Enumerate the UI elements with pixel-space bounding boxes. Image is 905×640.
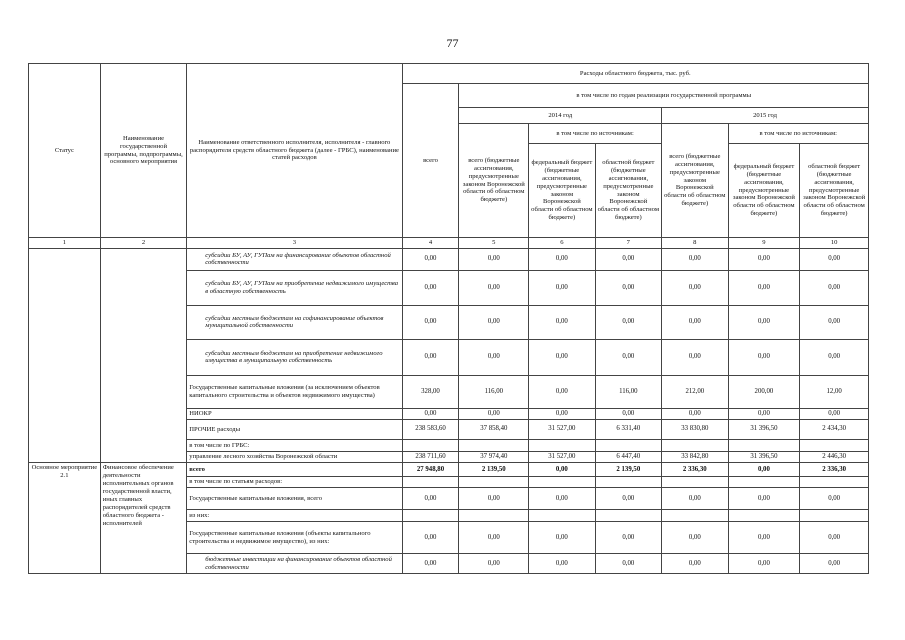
value-2015-total: 0,00: [662, 408, 728, 419]
column-number-row: [29, 238, 869, 249]
value-2014-total: 37 974,40: [459, 452, 529, 463]
value-2014-regional: [595, 440, 661, 452]
program-name-cell: Финансовое обеспечение деятельности исполнительных органов государственной власти, иных главных распорядителей средств областного бюджета - исполнителей: [100, 463, 187, 574]
value-total: 27 948,80: [402, 463, 459, 477]
value-2015-federal: [728, 510, 800, 522]
header-2014-by-sources: в том числе по источникам:: [529, 124, 662, 144]
row-label: Государственные капитальные вложения, всего: [187, 488, 402, 510]
value-2015-federal: 0,00: [728, 522, 800, 554]
column-number: 9: [728, 238, 800, 249]
value-2014-regional: 0,00: [595, 248, 661, 270]
value-total: 0,00: [402, 408, 459, 419]
row-label: субсидии БУ, АУ, ГУПам на приобретение недвижимого имущества в областную собственность: [187, 270, 402, 305]
value-2014-regional: 6 447,40: [595, 452, 661, 463]
value-2014-federal: 0,00: [529, 339, 595, 375]
table-row: [29, 463, 869, 477]
value-2015-total: [662, 440, 728, 452]
row-label: Государственные капитальные вложения (объекты капитального строительства и недвижимое имущество), из них:: [187, 522, 402, 554]
header-program-name: Наименование государственной программы, подпрограммы, основного мероприятия: [100, 64, 187, 238]
value-2014-total: 0,00: [459, 339, 529, 375]
value-2014-regional: 116,00: [595, 375, 661, 408]
value-2014-regional: 0,00: [595, 270, 661, 305]
value-2015-regional: 12,00: [800, 375, 869, 408]
value-2015-total: 0,00: [662, 554, 728, 574]
value-2015-regional: [800, 477, 869, 488]
row-label: субсидии местным бюджетам на приобретение недвижимого имущества в муниципальную собственность: [187, 339, 402, 375]
value-2014-federal: 0,00: [529, 305, 595, 339]
value-2015-total: 0,00: [662, 339, 728, 375]
header-2014-regional: областной бюджет (бюджетные ассигнования, предусмотренные законом Воронежской области об областном бюджете): [595, 144, 661, 238]
value-2014-total: 37 858,40: [459, 420, 529, 440]
column-number: 4: [402, 238, 459, 249]
column-number: 7: [595, 238, 661, 249]
value-2014-total: 0,00: [459, 488, 529, 510]
value-2015-federal: 0,00: [728, 339, 800, 375]
column-number: 5: [459, 238, 529, 249]
value-2015-federal: 0,00: [728, 488, 800, 510]
header-year-2015: 2015 год: [662, 108, 869, 124]
column-number: 3: [187, 238, 402, 249]
value-2014-federal: 0,00: [529, 270, 595, 305]
page-number: 77: [446, 36, 459, 50]
row-label: всего: [187, 463, 402, 477]
value-2014-total: 0,00: [459, 408, 529, 419]
value-2014-total: 0,00: [459, 270, 529, 305]
row-label: из них:: [187, 510, 402, 522]
value-2014-regional: 0,00: [595, 522, 661, 554]
value-2014-regional: 0,00: [595, 554, 661, 574]
value-2015-regional: 0,00: [800, 305, 869, 339]
value-2015-federal: [728, 440, 800, 452]
header-expenses-title: Расходы областного бюджета, тыс. руб.: [402, 64, 868, 84]
value-2014-federal: 0,00: [529, 375, 595, 408]
value-2014-total: [459, 440, 529, 452]
value-2015-federal: 0,00: [728, 248, 800, 270]
value-2014-total: 0,00: [459, 305, 529, 339]
value-2015-federal: [728, 477, 800, 488]
value-2014-regional: 0,00: [595, 305, 661, 339]
value-2014-total: 0,00: [459, 522, 529, 554]
value-2015-total: 0,00: [662, 522, 728, 554]
column-number: 1: [29, 238, 101, 249]
value-2014-federal: 31 527,00: [529, 420, 595, 440]
value-2015-regional: 0,00: [800, 339, 869, 375]
value-2014-federal: [529, 510, 595, 522]
value-2014-regional: 0,00: [595, 408, 661, 419]
value-2014-regional: [595, 477, 661, 488]
status-cell: [29, 248, 101, 462]
status-cell: Основное мероприятие 2.1: [29, 463, 101, 574]
value-2014-federal: 0,00: [529, 463, 595, 477]
value-total: 0,00: [402, 522, 459, 554]
value-2015-federal: 0,00: [728, 305, 800, 339]
value-2014-federal: 0,00: [529, 554, 595, 574]
row-label: в том числе по статьям расходов:: [187, 477, 402, 488]
header-2014-federal: федеральный бюджет (бюджетные ассигнования, предусмотренные законом Воронежской области об областном бюджете): [529, 144, 595, 238]
value-2014-total: [459, 477, 529, 488]
value-2015-federal: 0,00: [728, 554, 800, 574]
value-2015-total: 0,00: [662, 488, 728, 510]
value-total: 0,00: [402, 554, 459, 574]
value-total: 328,00: [402, 375, 459, 408]
value-2015-total: 0,00: [662, 305, 728, 339]
program-name-cell: [100, 248, 187, 462]
header-status: Статус: [29, 64, 101, 238]
value-2014-federal: 0,00: [529, 522, 595, 554]
value-total: 0,00: [402, 270, 459, 305]
value-total: [402, 440, 459, 452]
value-2015-regional: 2 336,30: [800, 463, 869, 477]
value-2015-federal: 0,00: [728, 408, 800, 419]
header-year-2014: 2014 год: [459, 108, 662, 124]
column-number: 8: [662, 238, 728, 249]
column-number: 6: [529, 238, 595, 249]
value-2015-total: 33 842,80: [662, 452, 728, 463]
value-2014-federal: 0,00: [529, 488, 595, 510]
value-2015-regional: 0,00: [800, 248, 869, 270]
value-2015-federal: 0,00: [728, 270, 800, 305]
header-total: всего: [402, 84, 459, 238]
header-2015-regional: областной бюджет (бюджетные ассигнования, предусмотренные законом Воронежской области об областном бюджете): [800, 144, 869, 238]
value-2014-regional: 0,00: [595, 339, 661, 375]
value-2015-federal: 31 396,50: [728, 452, 800, 463]
value-2014-regional: 2 139,50: [595, 463, 661, 477]
value-2015-total: 212,00: [662, 375, 728, 408]
header-2015-total: всего (бюджетные ассигнования, предусмотренные законом Воронежской области об областном бюджете): [662, 124, 728, 238]
row-label: ПРОЧИЕ расходы: [187, 420, 402, 440]
value-total: 0,00: [402, 248, 459, 270]
row-label: субсидии БУ, АУ, ГУПам на финансирование объектов областной собственности: [187, 248, 402, 270]
value-2014-federal: 31 527,00: [529, 452, 595, 463]
value-2015-total: [662, 477, 728, 488]
header-2015-by-sources: в том числе по источникам:: [728, 124, 868, 144]
value-2014-total: 0,00: [459, 248, 529, 270]
value-2014-total: 116,00: [459, 375, 529, 408]
value-2015-regional: [800, 440, 869, 452]
row-label: в том числе по ГРБС:: [187, 440, 402, 452]
row-label: управление лесного хозяйства Воронежской области: [187, 452, 402, 463]
row-label: субсидии местным бюджетам на софинансирование объектов муниципальной собственности: [187, 305, 402, 339]
header-years-subtitle: в том числе по годам реализации государственной программы: [459, 84, 869, 108]
value-2014-total: 2 139,50: [459, 463, 529, 477]
value-2015-federal: 200,00: [728, 375, 800, 408]
header-2014-total: всего (бюджетные ассигнования, предусмотренные законом Воронежской области об областном бюджете): [459, 124, 529, 238]
value-2015-regional: 2 446,30: [800, 452, 869, 463]
value-2015-federal: 31 396,50: [728, 420, 800, 440]
value-total: [402, 510, 459, 522]
value-total: 0,00: [402, 488, 459, 510]
value-2014-total: [459, 510, 529, 522]
value-2014-regional: 6 331,40: [595, 420, 661, 440]
value-2015-total: [662, 510, 728, 522]
column-number: 2: [100, 238, 187, 249]
value-2015-federal: 0,00: [728, 463, 800, 477]
value-2015-total: 0,00: [662, 270, 728, 305]
value-2015-regional: 0,00: [800, 408, 869, 419]
value-2015-total: 33 830,80: [662, 420, 728, 440]
value-total: 238 711,60: [402, 452, 459, 463]
row-label: НИОКР: [187, 408, 402, 419]
value-2014-federal: 0,00: [529, 248, 595, 270]
table-row: [29, 248, 869, 270]
header-executor-name: Наименование ответственного исполнителя, исполнителя - главного распорядителя средств областного бюджета (далее - ГРБС), наименование статей расходов: [187, 64, 402, 238]
value-2015-regional: 2 434,30: [800, 420, 869, 440]
value-2014-regional: [595, 510, 661, 522]
row-label: бюджетные инвестиции на финансирование объектов областной собственности: [187, 554, 402, 574]
value-2015-total: 0,00: [662, 248, 728, 270]
value-total: 0,00: [402, 339, 459, 375]
value-total: [402, 477, 459, 488]
value-2015-regional: 0,00: [800, 522, 869, 554]
value-2014-federal: 0,00: [529, 408, 595, 419]
value-2014-regional: 0,00: [595, 488, 661, 510]
value-2015-regional: 0,00: [800, 270, 869, 305]
value-2015-total: 2 336,30: [662, 463, 728, 477]
value-total: 0,00: [402, 305, 459, 339]
value-total: 238 583,60: [402, 420, 459, 440]
column-number: 10: [800, 238, 869, 249]
header-2015-federal: федеральный бюджет (бюджетные ассигнования, предусмотренные законом Воронежской области об областном бюджете): [728, 144, 800, 238]
value-2014-total: 0,00: [459, 554, 529, 574]
row-label: Государственные капитальные вложения (за исключением объектов капитального строительства и объектов недвижимого имущества): [187, 375, 402, 408]
budget-table: [28, 63, 869, 574]
value-2015-regional: 0,00: [800, 554, 869, 574]
value-2014-federal: [529, 440, 595, 452]
value-2014-federal: [529, 477, 595, 488]
value-2015-regional: [800, 510, 869, 522]
value-2015-regional: 0,00: [800, 488, 869, 510]
